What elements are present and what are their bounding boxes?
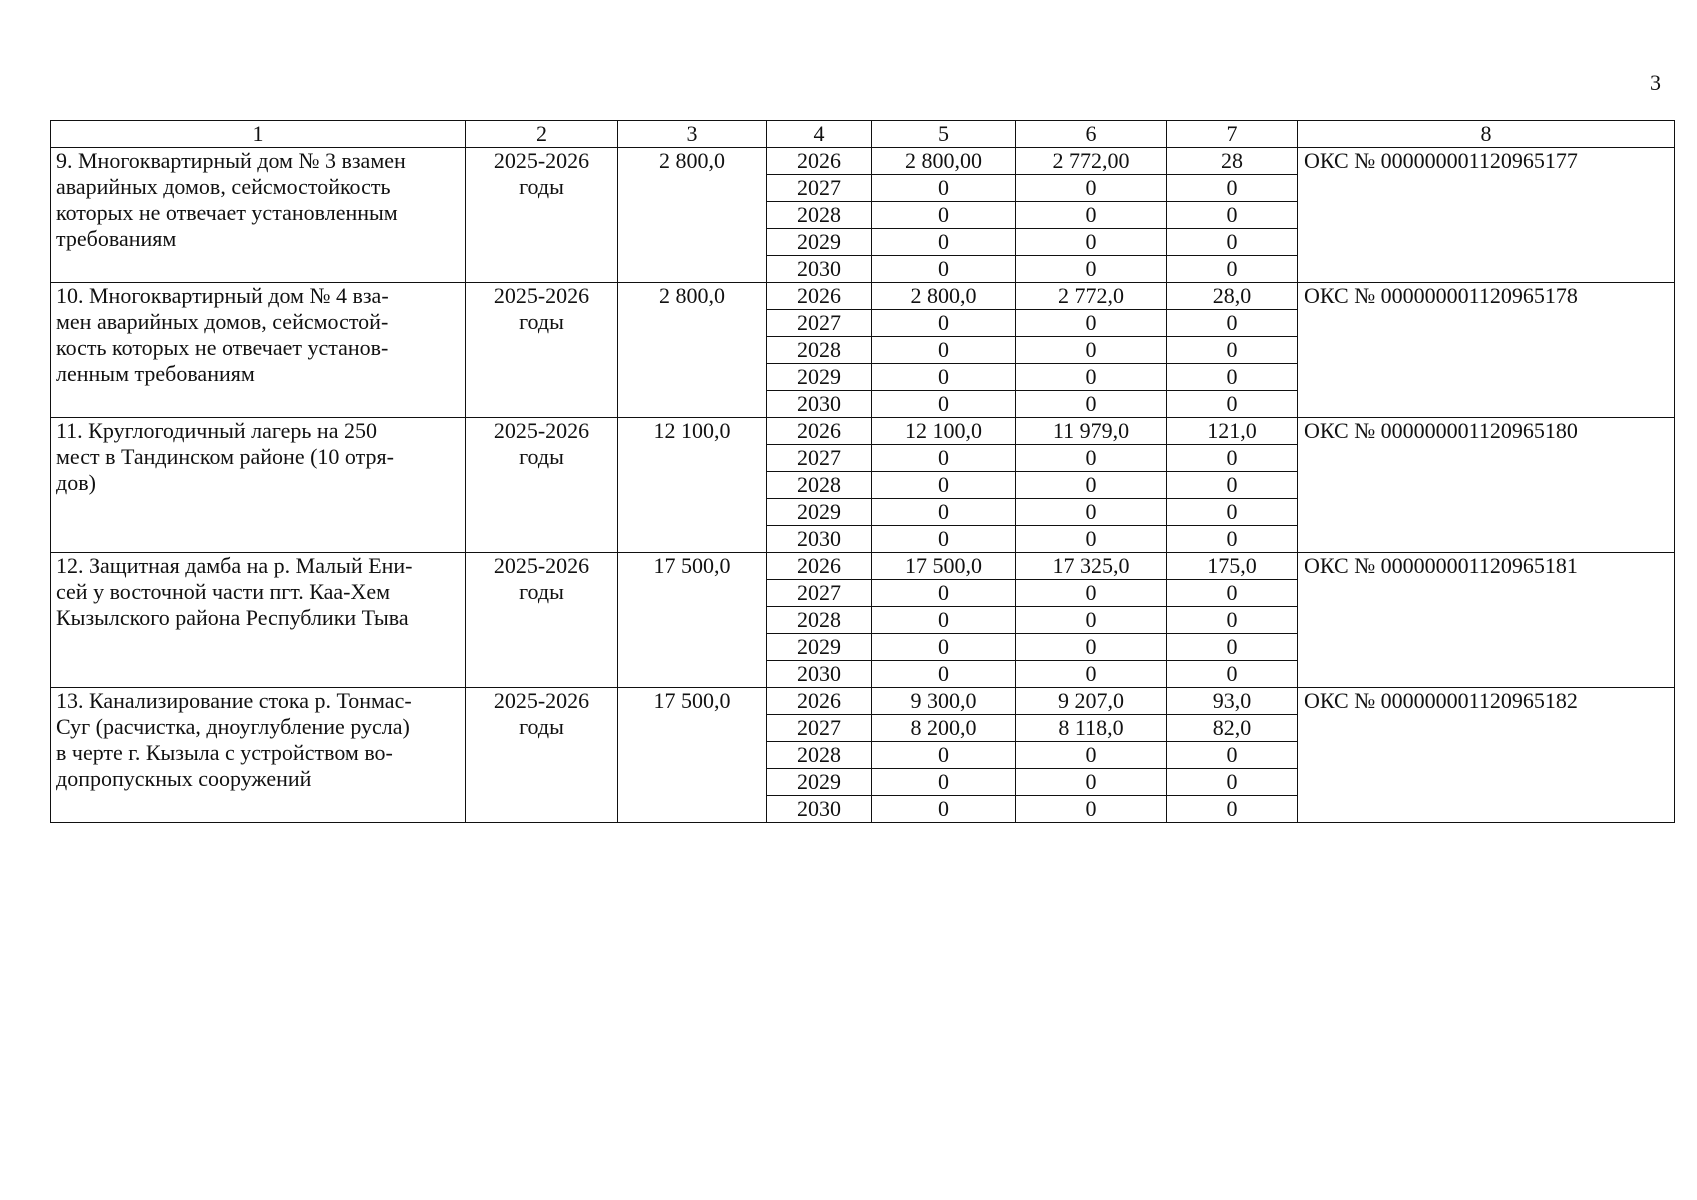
object-name-cell [51,553,466,688]
object-name-line: 12. Защитная дамба на р. Малый Ени- [56,553,413,578]
period-line: годы [519,579,564,604]
value-cell-c5: 17 500,0 [872,553,1016,580]
value-cell-c7: 0 [1167,391,1298,418]
value-cell-c6: 0 [1016,337,1167,364]
value-cell-c6: 17 325,0 [1016,553,1167,580]
value-cell-c5: 0 [872,202,1016,229]
table-row [51,688,1675,715]
year-cell: 2028 [767,742,872,769]
object-name-line: 13. Канализирование стока р. Тонмас- [56,688,412,713]
value-cell-c6: 0 [1016,391,1167,418]
value-cell-c5: 0 [872,175,1016,202]
value-cell-c6: 0 [1016,472,1167,499]
table-row [51,148,1675,175]
object-name-cell [51,283,466,418]
value-cell-c5: 0 [872,526,1016,553]
period-line: 2025-2026 [493,418,590,443]
value-cell-c5: 0 [872,310,1016,337]
value-cell-c7: 28,0 [1167,283,1298,310]
header-cell: 5 [872,121,1016,148]
value-cell-c5: 0 [872,661,1016,688]
object-name-cell [51,148,466,283]
value-cell-c5: 0 [872,607,1016,634]
value-cell-c6: 0 [1016,175,1167,202]
year-cell: 2026 [767,688,872,715]
value-cell-c6: 9 207,0 [1016,688,1167,715]
year-cell: 2026 [767,553,872,580]
period-line: годы [519,174,564,199]
value-cell-c7: 121,0 [1167,418,1298,445]
year-cell: 2030 [767,796,872,823]
table-row [51,553,1675,580]
value-cell-c6: 0 [1016,634,1167,661]
value-cell-c7: 0 [1167,607,1298,634]
object-name-line: ленным требованиям [56,361,255,386]
value-cell-c7: 82,0 [1167,715,1298,742]
object-name-cell [51,688,466,823]
object-name-cell [51,418,466,553]
value-cell-c5: 0 [872,634,1016,661]
header-cell: 4 [767,121,872,148]
object-name-line: дов) [56,470,96,495]
value-cell-c6: 0 [1016,526,1167,553]
year-cell: 2030 [767,526,872,553]
object-name-line: Суг (расчистка, дноуглубление русла) [56,714,410,739]
value-cell-c7: 0 [1167,499,1298,526]
value-cell-c6: 0 [1016,796,1167,823]
header-row [51,121,1675,148]
objects-table [50,120,1675,823]
period-line: 2025-2026 [493,553,590,578]
value-cell-c6: 0 [1016,607,1167,634]
value-cell-c6: 11 979,0 [1016,418,1167,445]
header-cell: 6 [1016,121,1167,148]
year-cell: 2029 [767,499,872,526]
year-cell: 2026 [767,148,872,175]
year-cell: 2027 [767,175,872,202]
value-cell-c5: 0 [872,796,1016,823]
total-cost-cell: 2 800,0 [618,283,767,418]
object-name-line: 9. Многоквартирный дом № 3 взамен [56,148,406,173]
header-cell: 1 [51,121,466,148]
value-cell-c5: 0 [872,742,1016,769]
year-cell: 2030 [767,256,872,283]
value-cell-c7: 0 [1167,256,1298,283]
value-cell-c6: 0 [1016,769,1167,796]
year-cell: 2028 [767,337,872,364]
oks-code-cell: ОКС № 000000001120965181 [1298,553,1675,688]
year-cell: 2026 [767,418,872,445]
period-line: 2025-2026 [493,148,590,173]
value-cell-c7: 0 [1167,229,1298,256]
oks-code-cell: ОКС № 000000001120965180 [1298,418,1675,553]
value-cell-c6: 0 [1016,364,1167,391]
year-cell: 2029 [767,634,872,661]
value-cell-c7: 0 [1167,769,1298,796]
value-cell-c7: 0 [1167,310,1298,337]
period-cell [466,418,618,553]
total-cost-cell: 2 800,0 [618,148,767,283]
object-name-line: требованиям [56,226,177,251]
year-cell: 2028 [767,472,872,499]
year-cell: 2030 [767,661,872,688]
value-cell-c7: 175,0 [1167,553,1298,580]
value-cell-c6: 0 [1016,742,1167,769]
table-row [51,283,1675,310]
value-cell-c5: 2 800,00 [872,148,1016,175]
value-cell-c7: 0 [1167,580,1298,607]
value-cell-c6: 0 [1016,580,1167,607]
period-line: 2025-2026 [493,283,590,308]
year-cell: 2028 [767,202,872,229]
value-cell-c5: 0 [872,256,1016,283]
value-cell-c7: 0 [1167,634,1298,661]
value-cell-c5: 2 800,0 [872,283,1016,310]
value-cell-c6: 0 [1016,499,1167,526]
value-cell-c7: 0 [1167,661,1298,688]
year-cell: 2029 [767,769,872,796]
year-cell: 2027 [767,445,872,472]
value-cell-c7: 0 [1167,175,1298,202]
value-cell-c7: 0 [1167,337,1298,364]
object-name-line: Кызылского района Республики Тыва [56,605,409,630]
oks-code-cell: ОКС № 000000001120965182 [1298,688,1675,823]
oks-code-cell: ОКС № 000000001120965177 [1298,148,1675,283]
total-cost-cell: 17 500,0 [618,553,767,688]
object-name-line: кость которых не отвечает установ- [56,335,389,360]
period-cell [466,688,618,823]
year-cell: 2026 [767,283,872,310]
value-cell-c5: 0 [872,472,1016,499]
value-cell-c7: 0 [1167,526,1298,553]
table-row [51,418,1675,445]
page-number: 3 [1650,70,1661,95]
object-name-line: мест в Тандинском районе (10 отря- [56,444,394,469]
value-cell-c5: 0 [872,499,1016,526]
object-name-line: аварийных домов, сейсмостойкость [56,174,391,199]
value-cell-c6: 0 [1016,202,1167,229]
header-cell: 7 [1167,121,1298,148]
oks-code-cell: ОКС № 000000001120965178 [1298,283,1675,418]
value-cell-c6: 2 772,0 [1016,283,1167,310]
value-cell-c7: 0 [1167,202,1298,229]
header-cell: 3 [618,121,767,148]
value-cell-c5: 0 [872,445,1016,472]
object-name-line: допропускных сооружений [56,766,312,791]
object-name-line: 11. Круглогодичный лагерь на 250 [56,418,377,443]
value-cell-c6: 8 118,0 [1016,715,1167,742]
value-cell-c5: 9 300,0 [872,688,1016,715]
value-cell-c5: 0 [872,391,1016,418]
period-cell [466,148,618,283]
year-cell: 2029 [767,229,872,256]
value-cell-c6: 0 [1016,445,1167,472]
year-cell: 2028 [767,607,872,634]
value-cell-c7: 28 [1167,148,1298,175]
value-cell-c7: 0 [1167,796,1298,823]
value-cell-c6: 2 772,00 [1016,148,1167,175]
object-name-line: сей у восточной части пгт. Каа-Хем [56,579,391,604]
value-cell-c5: 0 [872,229,1016,256]
object-name-line: мен аварийных домов, сейсмостой- [56,309,389,334]
object-name-line: которых не отвечает установленным [56,200,398,225]
value-cell-c6: 0 [1016,229,1167,256]
value-cell-c5: 0 [872,337,1016,364]
value-cell-c5: 0 [872,364,1016,391]
period-line: 2025-2026 [493,688,590,713]
period-line: годы [519,309,564,334]
year-cell: 2027 [767,580,872,607]
year-cell: 2030 [767,391,872,418]
value-cell-c7: 0 [1167,742,1298,769]
period-line: годы [519,444,564,469]
year-cell: 2029 [767,364,872,391]
total-cost-cell: 12 100,0 [618,418,767,553]
value-cell-c7: 0 [1167,472,1298,499]
period-cell [466,553,618,688]
header-cell: 8 [1298,121,1675,148]
value-cell-c6: 0 [1016,661,1167,688]
value-cell-c7: 0 [1167,364,1298,391]
value-cell-c6: 0 [1016,310,1167,337]
value-cell-c5: 0 [872,769,1016,796]
total-cost-cell: 17 500,0 [618,688,767,823]
value-cell-c5: 12 100,0 [872,418,1016,445]
value-cell-c5: 0 [872,580,1016,607]
period-cell [466,283,618,418]
value-cell-c6: 0 [1016,256,1167,283]
value-cell-c7: 93,0 [1167,688,1298,715]
year-cell: 2027 [767,715,872,742]
object-name-line: 10. Многоквартирный дом № 4 вза- [56,283,389,308]
table-body [51,148,1675,823]
header-cell: 2 [466,121,618,148]
value-cell-c5: 8 200,0 [872,715,1016,742]
object-name-line: в черте г. Кызыла с устройством во- [56,740,393,765]
period-line: годы [519,714,564,739]
value-cell-c7: 0 [1167,445,1298,472]
year-cell: 2027 [767,310,872,337]
